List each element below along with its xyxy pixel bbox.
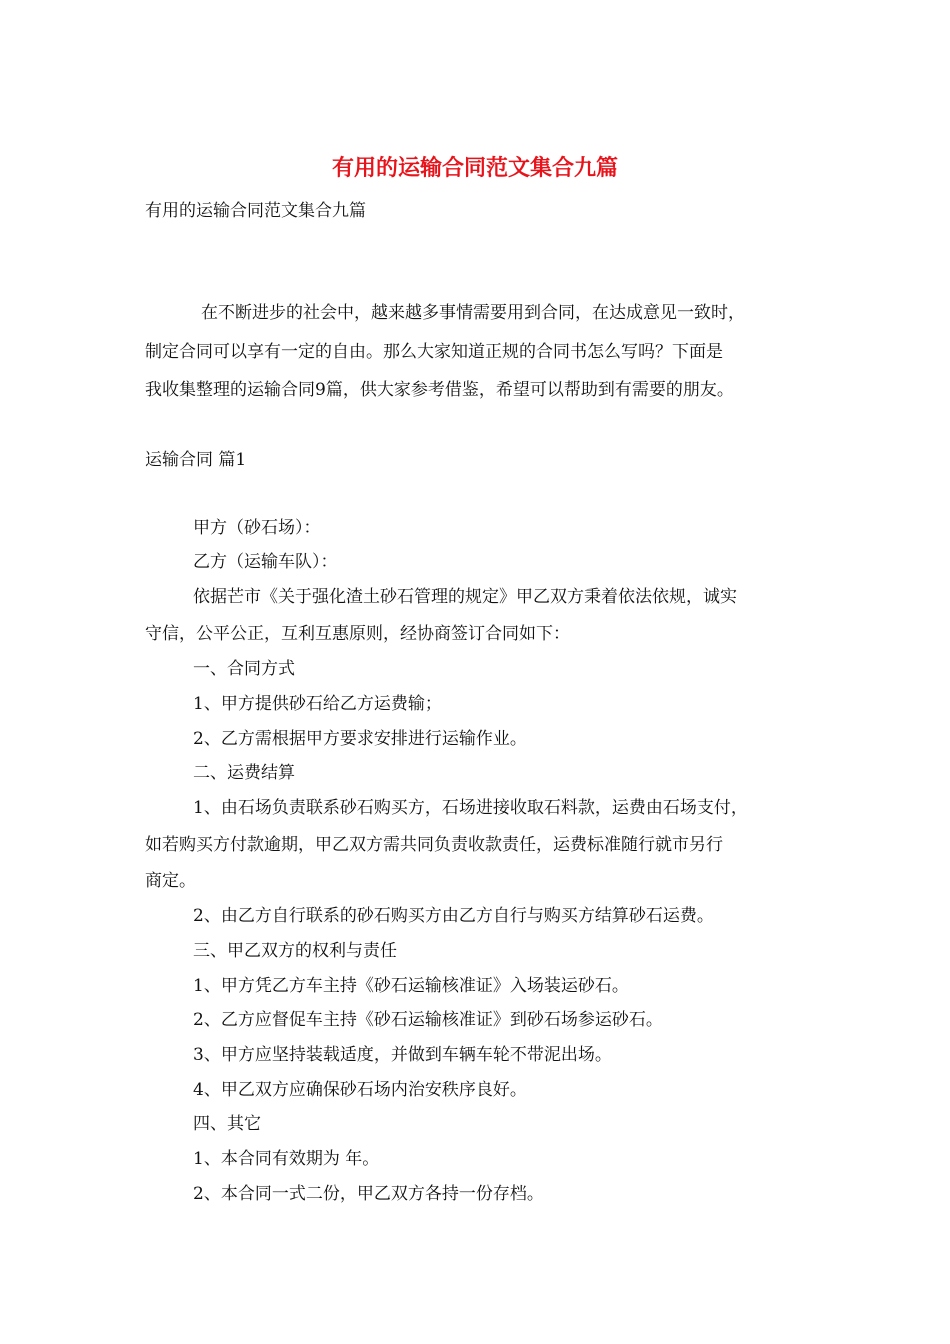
clause-1-heading: 一、合同方式 <box>193 659 295 679</box>
clause-2-item-1-line-3: 商定。 <box>145 871 196 891</box>
clause-3-item-4: 4、甲乙双方应确保砂石场内治安秩序良好。 <box>193 1080 527 1100</box>
preamble-line-2: 守信，公平公正，互利互惠原则，经协商签订合同如下： <box>145 624 570 644</box>
clause-1-item-1: 1、甲方提供砂石给乙方运费输； <box>193 694 442 714</box>
party-a: 甲方（砂石场）： <box>193 518 321 538</box>
intro-line-2: 制定合同可以享有一定的自由。那么大家知道正规的合同书怎么写吗？下面是 <box>145 342 723 362</box>
clause-3-item-2: 2、乙方应督促车主持《砂石运输核准证》到砂石场参运砂石。 <box>193 1010 663 1030</box>
document-subtitle: 有用的运输合同范文集合九篇 <box>145 201 366 221</box>
clause-4-item-2: 2、本合同一式二份，甲乙双方各持一份存档。 <box>193 1184 544 1204</box>
clause-3-heading: 三、甲乙双方的权利与责任 <box>193 941 397 961</box>
clause-3-item-3: 3、甲方应坚持装载适度，并做到车辆车轮不带泥出场。 <box>193 1045 612 1065</box>
clause-4-heading: 四、其它 <box>193 1114 261 1134</box>
section-heading: 运输合同 篇1 <box>145 450 247 470</box>
party-b: 乙方（运输车队）： <box>193 552 338 572</box>
clause-1-item-2: 2、乙方需根据甲方要求安排进行运输作业。 <box>193 729 527 749</box>
intro-line-1: 在不断进步的社会中，越来越多事情需要用到合同，在达成意见一致时， <box>201 303 745 323</box>
intro-line-3: 我收集整理的运输合同9篇，供大家参考借鉴，希望可以帮助到有需要的朋友。 <box>145 380 734 400</box>
clause-2-item-1-line-2: 如若购买方付款逾期，甲乙双方需共同负责收款责任，运费标准随行就市另行 <box>145 835 723 855</box>
clause-3-item-1: 1、甲方凭乙方车主持《砂石运输核准证》入场装运砂石。 <box>193 976 629 996</box>
clause-2-heading: 二、运费结算 <box>193 763 295 783</box>
preamble-line-1: 依据芒市《关于强化渣土砂石管理的规定》甲乙双方秉着依法依规，诚实 <box>193 587 737 607</box>
clause-2-item-1-line-1: 1、由石场负责联系砂石购买方，石场进接收取石料款，运费由石场支付， <box>193 798 748 818</box>
clause-2-item-2: 2、由乙方自行联系的砂石购买方由乙方自行与购买方结算砂石运费。 <box>193 906 714 926</box>
document-title: 有用的运输合同范文集合九篇 <box>331 155 618 181</box>
clause-4-item-1: 1、本合同有效期为 年。 <box>193 1149 380 1169</box>
